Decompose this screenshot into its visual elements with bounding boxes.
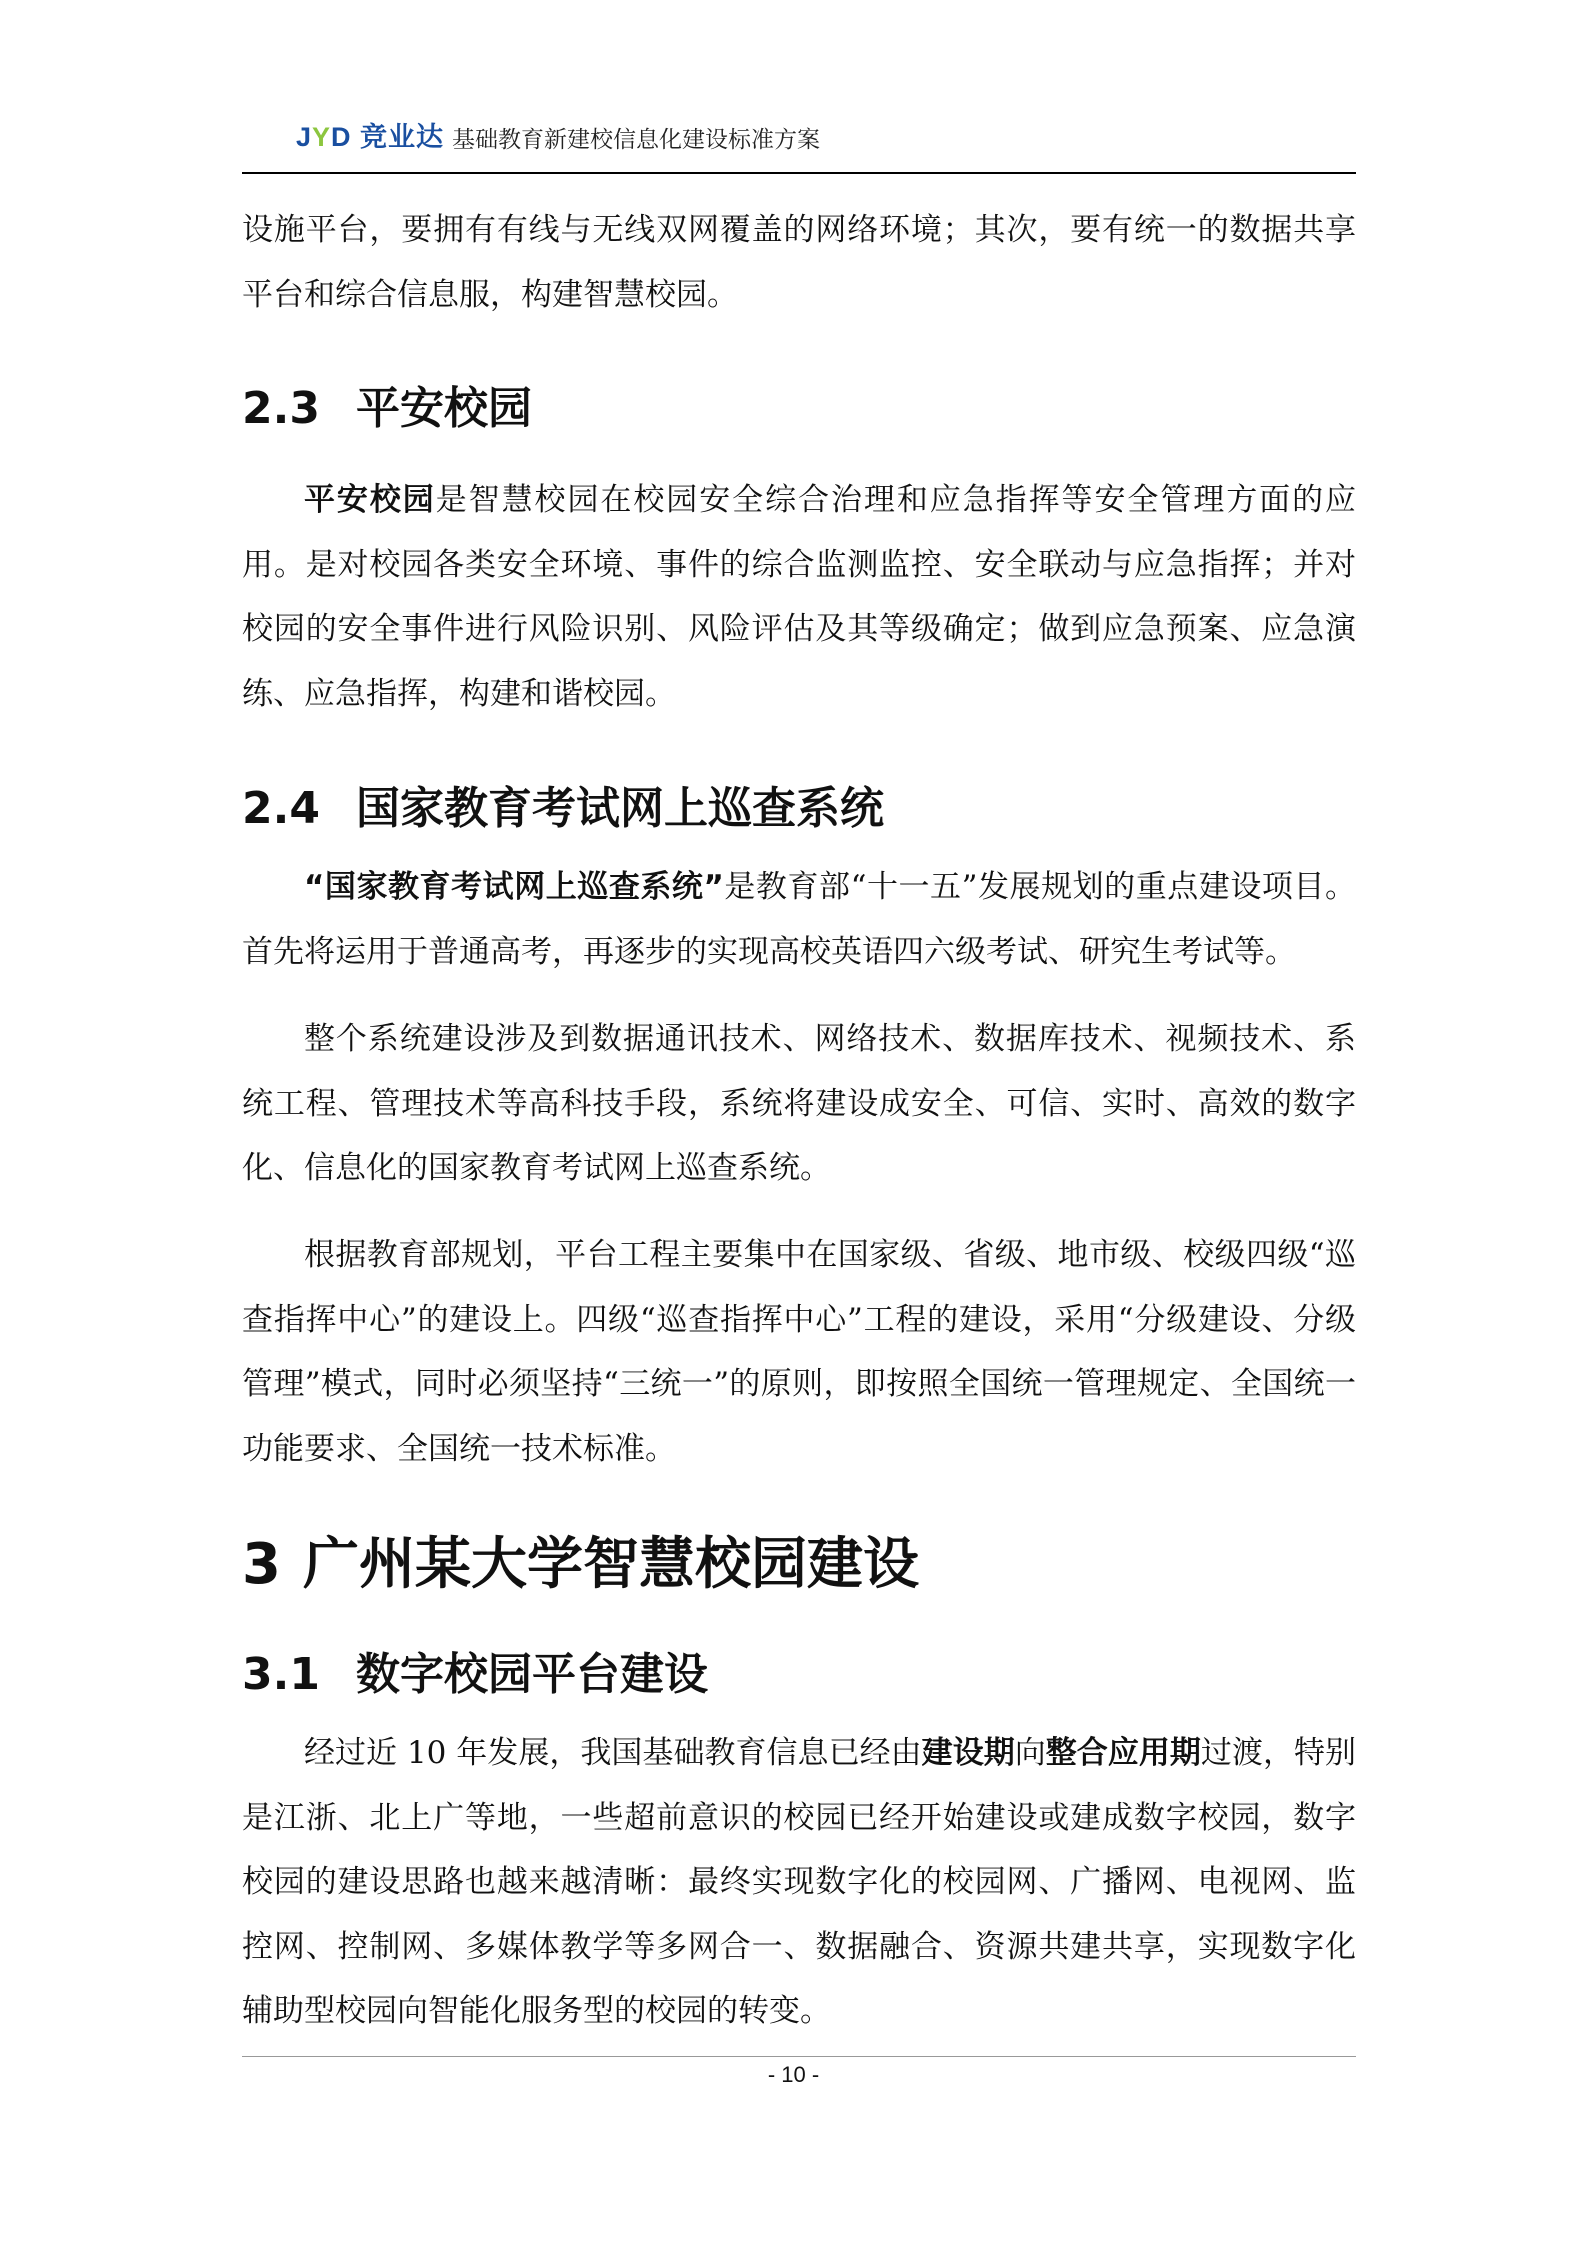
paragraph: “国家教育考试网上巡查系统”是教育部“十一五”发展规划的重点建设项目。首先将运用于普通高考，再逐步的实现高校英语四六级考试、研究生考试等。 xyxy=(242,869,1356,970)
page-number: - 10 - xyxy=(767,2062,820,2087)
header-title: 基础教育新建校信息化建设标准方案 xyxy=(452,127,821,153)
header-divider xyxy=(242,172,1356,174)
paragraph: 根据教育部规划，平台工程主要集中在国家级、省级、地市级、校级四级“巡查指挥中心”的建设上。四级“巡查指挥中心”工程的建设，采用“分级建设、分级管理”模式，同时必须坚持“三统一”的原则，即按照全国统一管理规定、全国统一功能要求、全国统一技术标准。 xyxy=(242,1237,1356,1467)
section-heading-2-3: 2.3 平安校园 xyxy=(242,383,532,434)
footer-divider xyxy=(242,2056,1356,2057)
chapter-heading-3: 3 广州某大学智慧校园建设 xyxy=(242,1532,919,1597)
company-logo: JYD 竞业达 xyxy=(296,122,445,152)
paragraph: 整个系统建设涉及到数据通讯技术、网络技术、数据库技术、视频技术、系统工程、管理技术等高科技手段，系统将建设成安全、可信、实时、高效的数字化、信息化的国家教育考试网上巡查系统。 xyxy=(242,1021,1356,1186)
section-heading-3-1: 3.1 数字校园平台建设 xyxy=(242,1649,708,1700)
section-heading-2-4: 2.4 国家教育考试网上巡查系统 xyxy=(242,783,884,834)
paragraph: 经过近 10 年发展，我国基础教育信息已经由建设期向整合应用期过渡，特别是江浙、北上广等地，一些超前意识的校园已经开始建设或建成数字校园，数字校园的建设思路也越来越清晰：最终实现数字化的校园网、广播网、电视网、监控网、控制网、多媒体教学等多网合一、数据融合、资源共建共享，实现数字化辅助型校园向智能化服务型的校园的转变。 xyxy=(242,1735,1357,2029)
paragraph: 平安校园是智慧校园在校园安全综合治理和应急指挥等安全管理方面的应用。是对校园各类安全环境、事件的综合监测监控、安全联动与应急指挥；并对校园的安全事件进行风险识别、风险评估及其等级确定；做到应急预案、应急演练、应急指挥，构建和谐校园。 xyxy=(242,482,1357,712)
paragraph: 设施平台，要拥有有线与无线双网覆盖的网络环境；其次，要有统一的数据共享平台和综合信息服，构建智慧校园。 xyxy=(242,212,1356,313)
page-header xyxy=(296,114,820,154)
